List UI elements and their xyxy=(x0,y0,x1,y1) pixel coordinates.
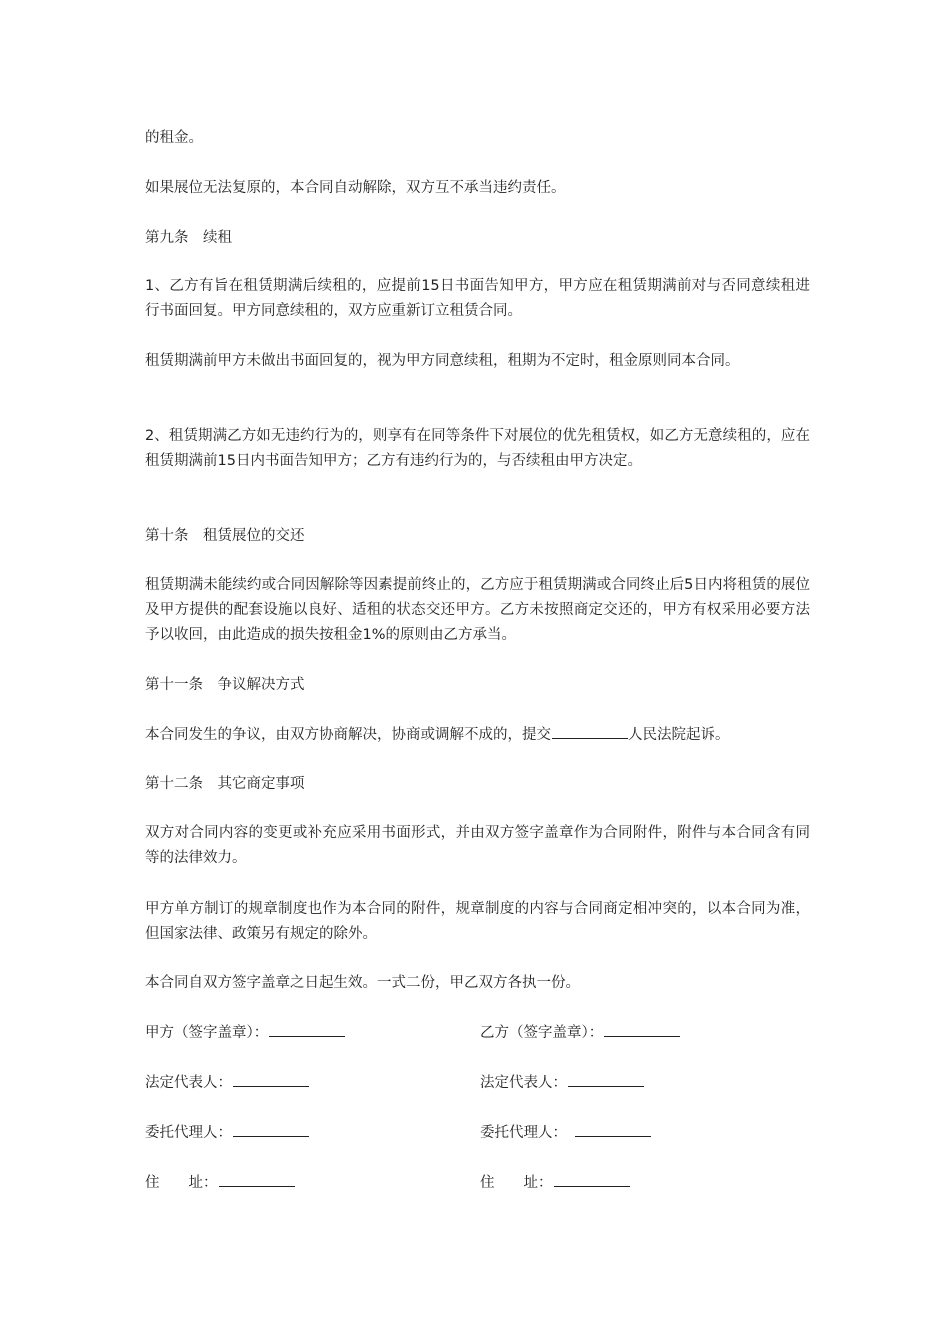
party-b-address-blank xyxy=(554,1170,630,1187)
party-b-agent-blank xyxy=(575,1120,651,1137)
paragraph-effective-date: 本合同自双方签字盖章之日起生效。一式二份，甲乙双方各执一份。 xyxy=(145,975,580,991)
party-a-seal-line xyxy=(145,1020,345,1046)
article-9-heading: 第九条 续租 xyxy=(145,230,232,246)
party-b-seal-label: 乙方（签字盖章）： xyxy=(480,1025,604,1041)
party-b-rep-label: 法定代表人： xyxy=(480,1075,567,1091)
court-name-blank xyxy=(552,722,628,739)
party-a-address-label: 住 址： xyxy=(145,1175,218,1191)
dispute-text-after: 人民法院起诉。 xyxy=(628,727,730,743)
party-a-address-blank xyxy=(219,1170,295,1187)
paragraph-rent-continuation: 的租金。 xyxy=(145,130,203,146)
party-a-seal-blank xyxy=(269,1020,345,1037)
party-b-agent-label: 委托代理人： xyxy=(480,1125,575,1141)
paragraph-booth-return: 租赁期满未能续约或合同因解除等因素提前终止的，乙方应于租赁期满或合同终止后5日内将租赁的展位及甲方提供的配套设施以良好、适租的状态交还甲方。乙方未按照商定交还的，甲方有权采用必要方法予以收回，由此造成的损失按租金1%的原则由乙方承当。 xyxy=(145,577,810,643)
party-a-agent-line xyxy=(145,1120,309,1146)
article-10-heading: 第十条 租赁展位的交还 xyxy=(145,528,305,544)
paragraph-dispute-resolution xyxy=(145,722,810,748)
party-a-seal-label: 甲方（签字盖章）： xyxy=(145,1025,269,1041)
paragraph-booth-unrecoverable: 如果展位无法复原的，本合同自动解除，双方互不承当违约责任。 xyxy=(145,180,566,196)
party-b-seal-blank xyxy=(604,1020,680,1037)
party-b-rep-blank xyxy=(568,1070,644,1087)
paragraph-rules-as-annex: 甲方单方制订的规章制度也作为本合同的附件，规章制度的内容与合同商定相冲突的，以本合同为准，但国家法律、政策另有规定的除外。 xyxy=(145,901,810,942)
party-b-address-line xyxy=(480,1170,630,1196)
party-a-rep-label: 法定代表人： xyxy=(145,1075,232,1091)
party-a-rep-line xyxy=(145,1070,309,1096)
paragraph-renewal-no-reply: 租赁期满前甲方未做出书面回复的，视为甲方同意续租，租期为不定时，租金原则同本合同。 xyxy=(145,353,740,369)
paragraph-renewal-clause-2: 2、租赁期满乙方如无违约行为的，则享有在同等条件下对展位的优先租赁权，如乙方无意续租的，应在租赁期满前15日内书面告知甲方；乙方有违约行为的，与否续租由甲方决定。 xyxy=(145,428,810,469)
party-b-agent-line xyxy=(480,1120,651,1146)
party-b-seal-line xyxy=(480,1020,680,1046)
article-11-heading: 第十一条 争议解决方式 xyxy=(145,677,305,693)
party-a-agent-blank xyxy=(233,1120,309,1137)
party-a-address-line xyxy=(145,1170,295,1196)
paragraph-renewal-clause-1: 1、乙方有旨在租赁期满后续租的，应提前15日书面告知甲方，甲方应在租赁期满前对与否同意续租进行书面回复。甲方同意续租的，双方应重新订立租赁合同。 xyxy=(145,278,810,319)
party-a-agent-label: 委托代理人： xyxy=(145,1125,232,1141)
party-a-rep-blank xyxy=(233,1070,309,1087)
dispute-text-before: 本合同发生的争议，由双方协商解决，协商或调解不成的，提交 xyxy=(145,727,551,743)
article-12-heading: 第十二条 其它商定事项 xyxy=(145,776,305,792)
party-b-address-label: 住 址： xyxy=(480,1175,553,1191)
paragraph-contract-changes: 双方对合同内容的变更或补充应采用书面形式，并由双方签字盖章作为合同附件，附件与本合同含有同等的法律效力。 xyxy=(145,825,810,866)
party-b-rep-line xyxy=(480,1070,644,1096)
